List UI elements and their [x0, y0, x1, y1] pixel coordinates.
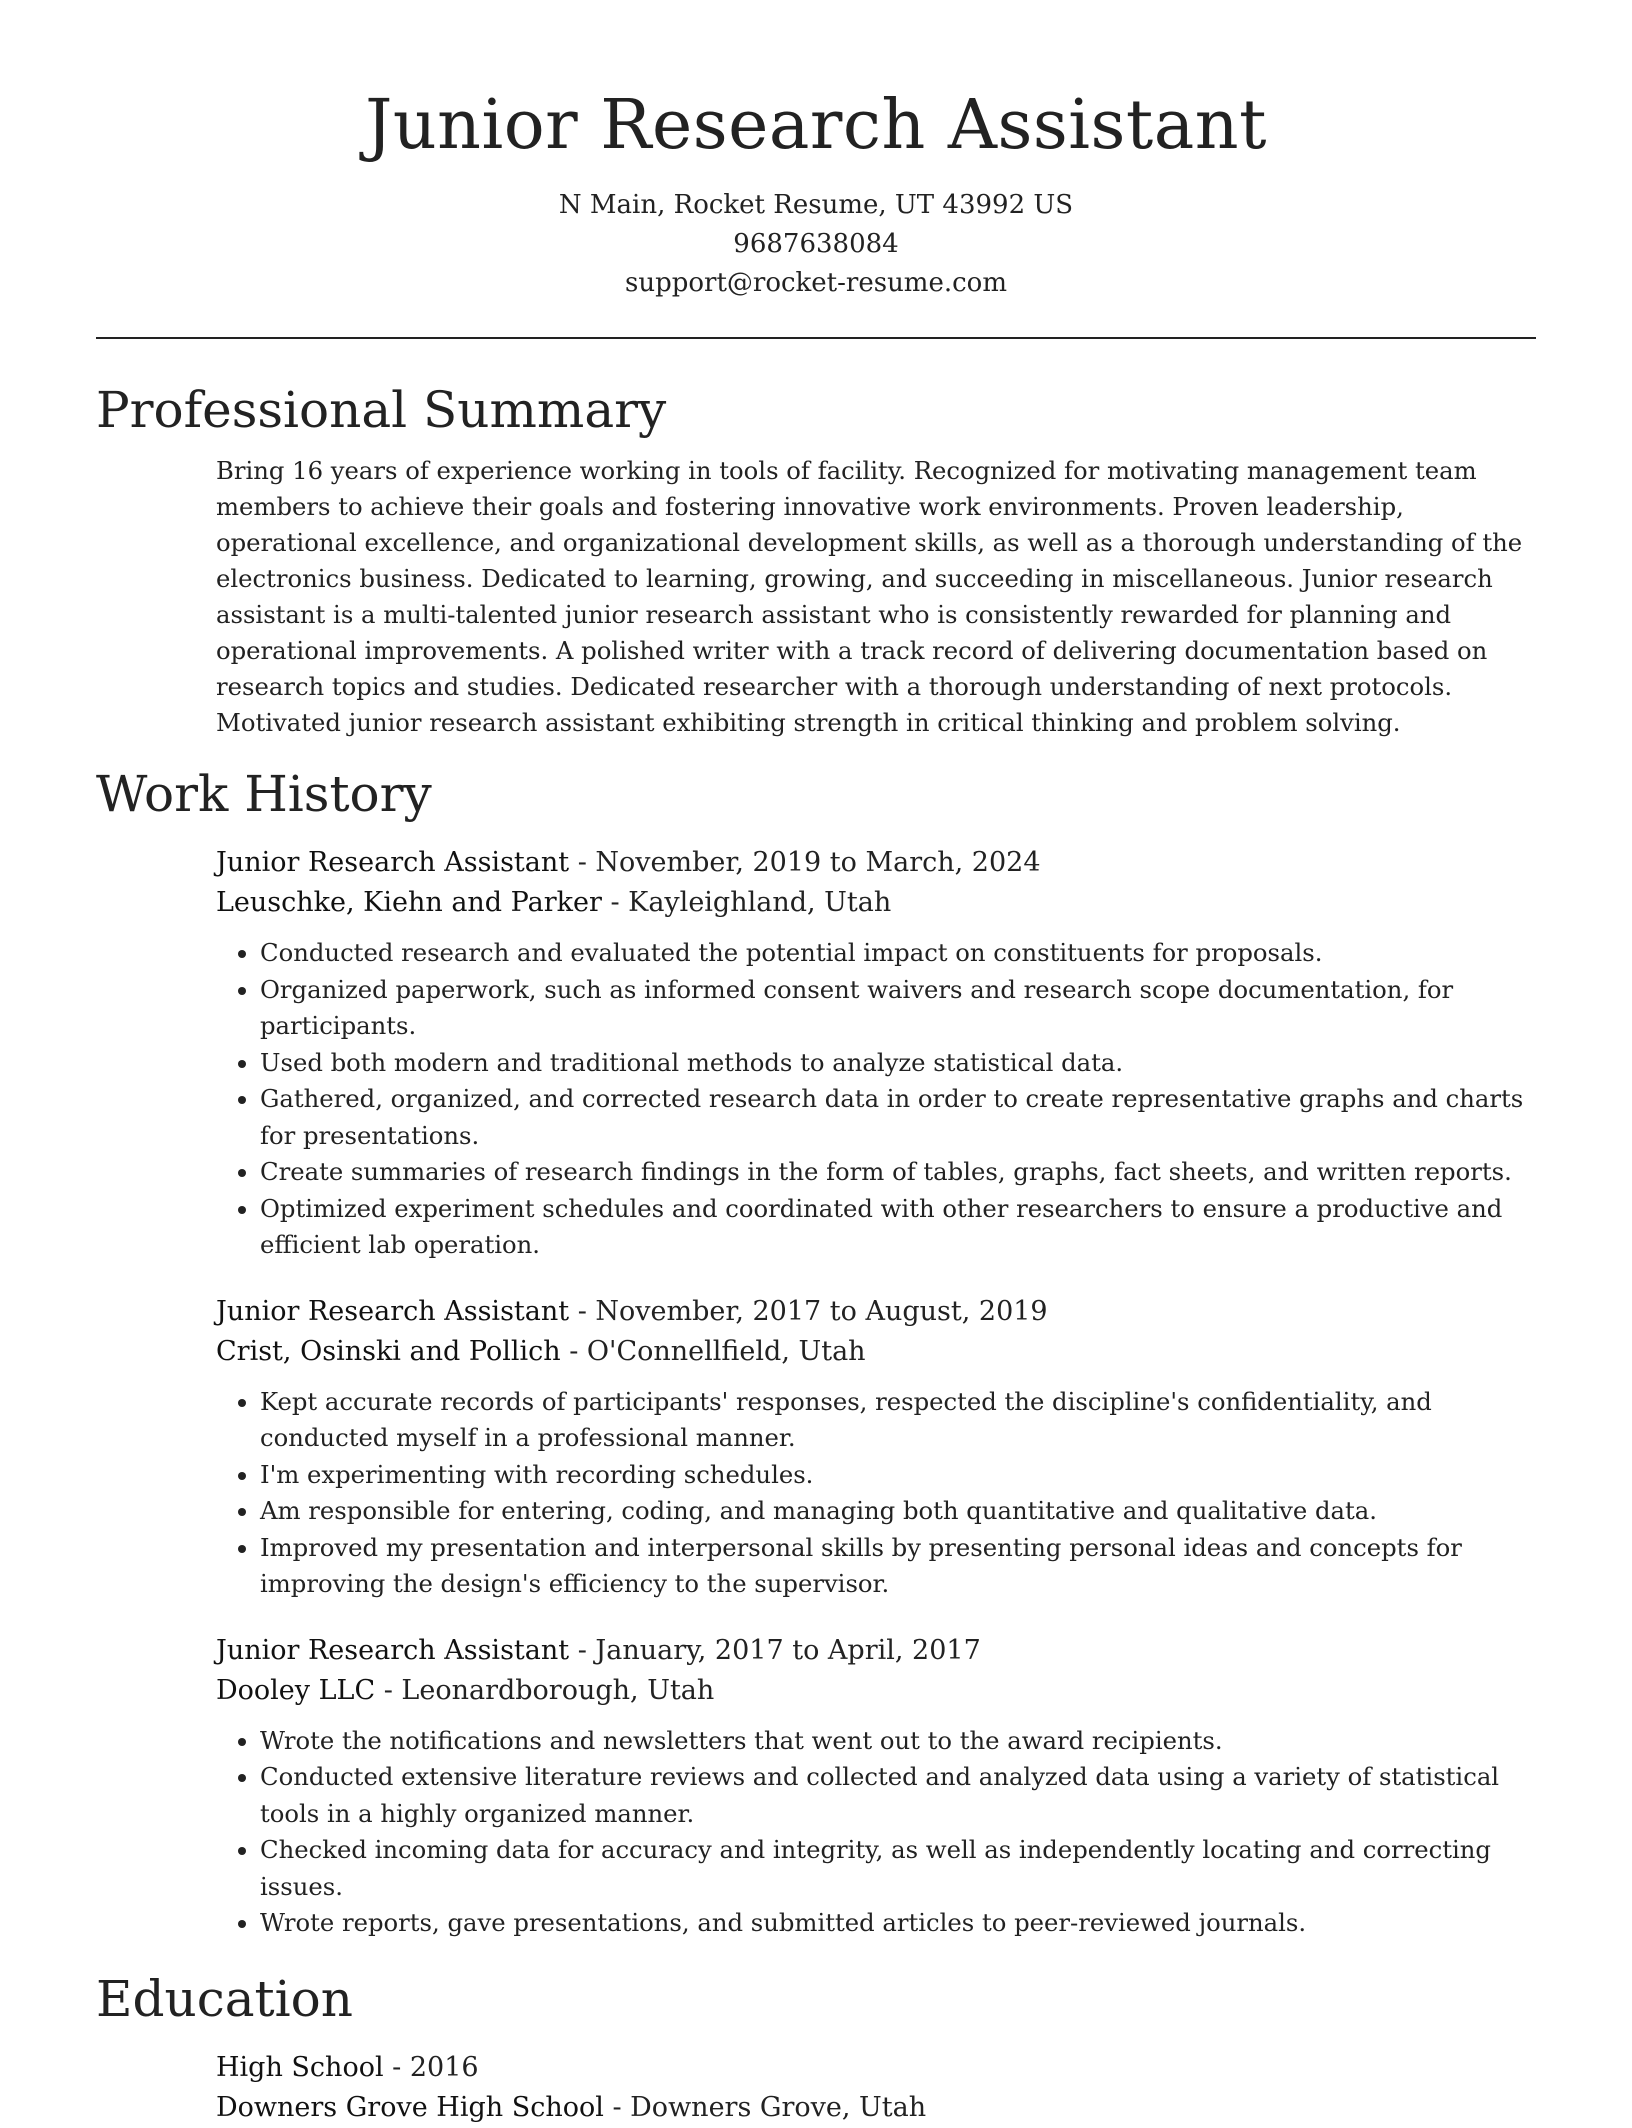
education-body — [216, 2048, 1536, 2128]
education-school: Downers Grove High School — [216, 2091, 604, 2123]
job-role: Junior Research Assistant — [216, 1634, 570, 1666]
summary-body — [216, 453, 1536, 741]
job-bullet: • Wrote reports, gave presentations, and submitted articles to peer-reviewed journals. — [260, 1905, 1536, 1942]
education-year: - 2016 — [383, 2051, 479, 2083]
job-company: Crist, Osinski and Pollich — [216, 1335, 561, 1367]
education-entry — [216, 2048, 1536, 2128]
job-dates: - November, 2017 to August, 2019 — [569, 1295, 1048, 1327]
education-location: - Downers Grove, Utah — [603, 2091, 927, 2123]
work-history-title: Work History — [96, 765, 432, 823]
job-bullet: • Optimized experiment schedules and coordinated with other researchers to ensure a productive and efficient lab operation. — [260, 1191, 1536, 1264]
job-bullet: • Conducted extensive literature reviews and collected and analyzed data using a variety of statistical tools in a highly organized manner. — [260, 1759, 1536, 1832]
education-school-line — [216, 2088, 1536, 2128]
resume-page — [96, 0, 1536, 2128]
job-bullet: • Gathered, organized, and corrected research data in order to create representative graphs and charts for presentations. — [260, 1081, 1536, 1154]
education-degree: High School — [216, 2051, 384, 2083]
job-entry — [216, 1292, 1536, 1603]
candidate-name: Junior Research Assistant — [365, 86, 1267, 165]
summary-title: Professional Summary — [96, 381, 667, 439]
job-location: - O'Connellfield, Utah — [560, 1335, 866, 1367]
job-company-line — [216, 1332, 1536, 1372]
job-bullet: • Used both modern and traditional methods to analyze statistical data. — [260, 1045, 1536, 1082]
job-bullet: • Organized paperwork, such as informed consent waivers and research scope documentation, for participants. — [260, 972, 1536, 1045]
job-bullets — [216, 1723, 1536, 1942]
job-bullet: • Checked incoming data for accuracy and integrity, as well as independently locating and correcting issues. — [260, 1832, 1536, 1905]
job-bullet: • I'm experimenting with recording schedules. — [260, 1457, 1536, 1494]
header-divider — [96, 337, 1536, 339]
education-section — [96, 1964, 1536, 2128]
summary-section — [96, 375, 1536, 741]
job-entry — [216, 1631, 1536, 1942]
job-company: Leuschke, Kiehn and Parker — [216, 887, 602, 918]
job-bullet: • Am responsible for entering, coding, and managing both quantitative and qualitative data. — [260, 1493, 1536, 1530]
work-history-section — [96, 759, 1536, 1942]
job-entry — [216, 843, 1536, 1264]
work-history-body — [216, 843, 1536, 1942]
job-bullets — [216, 935, 1536, 1264]
education-title: Education — [96, 1969, 353, 2028]
job-bullet: • Conducted research and evaluated the potential impact on constituents for proposals. — [260, 935, 1536, 972]
job-bullet: • Kept accurate records of participants' responses, respected the discipline's confidentiality, and conducted myself in a professional manner. — [260, 1384, 1536, 1457]
resume-header — [96, 0, 1536, 303]
contact-email: support@rocket-resume.com — [624, 268, 1007, 298]
job-location: - Leonardborough, Utah — [375, 1674, 715, 1706]
job-title-line — [216, 1292, 1536, 1332]
job-bullet: • Improved my presentation and interpersonal skills by presenting personal ideas and concepts for improving the design's efficiency to the supervisor. — [260, 1530, 1536, 1603]
job-company-line — [216, 1671, 1536, 1711]
job-dates: - November, 2019 to March, 2024 — [569, 847, 1041, 878]
job-role: Junior Research Assistant — [216, 1295, 570, 1327]
job-bullet: • Create summaries of research findings in the form of tables, graphs, fact sheets, and written reports. — [260, 1154, 1536, 1191]
job-location: - Kayleighland, Utah — [601, 887, 892, 918]
job-company-line — [216, 883, 1536, 923]
contact-phone: 9687638084 — [733, 229, 899, 259]
summary-text: Bring 16 years of experience working in tools of facility. Recognized for motivating management team members to achieve their goals and fostering innovative work environments. Proven leadership, operational excellence, and organizational development skills, as well as a thorough understanding of the electronics business. Dedicated to learning, growing, and succeeding in miscellaneous. Junior research assistant is a multi-talented junior research assistant who is consistently rewarded for planning and operational improvements. A polished writer with a track record of delivering documentation based on research topics and studies. Dedicated researcher with a thorough understanding of next protocols. Motivated junior research assistant exhibiting strength in critical thinking and problem solving. — [216, 456, 1523, 737]
job-company: Dooley LLC — [216, 1674, 376, 1706]
education-degree-line — [216, 2048, 1536, 2088]
job-title-line — [216, 1631, 1536, 1671]
job-bullets — [216, 1384, 1536, 1603]
contact-address: N Main, Rocket Resume, UT 43992 US — [558, 190, 1074, 220]
contact-info — [96, 186, 1536, 303]
job-bullet: • Wrote the notifications and newsletters that went out to the award recipients. — [260, 1723, 1536, 1760]
job-dates: - January, 2017 to April, 2017 — [569, 1634, 981, 1666]
job-role: Junior Research Assistant — [216, 847, 570, 878]
job-title-line — [216, 843, 1536, 883]
